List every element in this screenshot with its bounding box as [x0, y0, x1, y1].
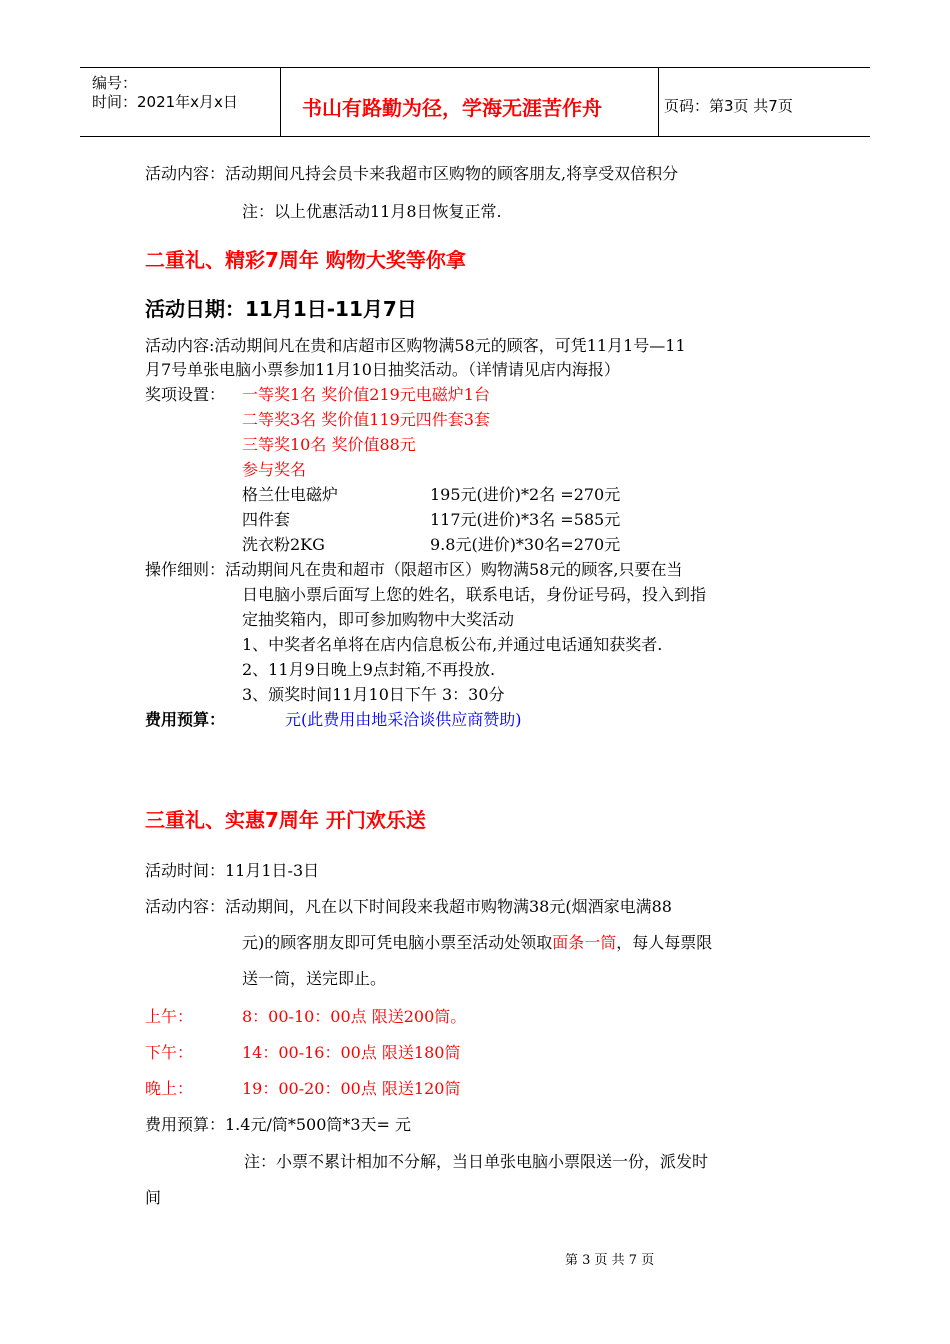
part3-content-line1: 活动内容：活动期间，凡在以下时间段来我超市购物满38元(烟酒家电满88 [145, 897, 672, 916]
header-page: 页码：第3页 共7页 [664, 97, 793, 115]
part2-date: 活动日期：11月1日-11月7日 [145, 297, 417, 321]
prize-third: 三等奖10名 奖价值88元 [242, 435, 416, 454]
page-footer: 第 3 页 共 7 页 [565, 1253, 655, 1268]
prize-label: 奖项设置： [145, 385, 226, 404]
op-line2: 日电脑小票后面写上您的姓名，联系电话，身份证号码，投入到指 [242, 585, 707, 604]
content-text: 元)的顾客朋友即可凭电脑小票至活动处领取 [242, 933, 553, 952]
op-line1: 操作细则：活动期间凡在贵和超市（限超市区）购物满58元的顾客,只要在当 [145, 560, 683, 579]
rule-1: 1、中奖者名单将在店内信息板公布,并通过电话通知获奖者. [242, 635, 663, 654]
part1-content: 活动内容：活动期间凡持会员卡来我超市区购物的顾客朋友,将享受双倍积分 [145, 164, 679, 183]
part3-note-line2: 间 [145, 1188, 162, 1207]
part3-budget: 费用预算：1.4元/筒*500筒*3天= 元 [145, 1115, 412, 1134]
rule-2: 2、11月9日晚上9点封箱,不再投放. [242, 660, 496, 679]
part2-content-line2: 月7号单张电脑小票参加11月10日抽奖活动。（详情请见店内海报） [145, 360, 620, 379]
slot-time: 8：00-10：00点 限送200筒。 [242, 1007, 467, 1026]
part2-content-line1: 活动内容:活动期间凡在贵和店超市区购物满58元的顾客，可凭11月1号—11 [145, 336, 686, 355]
page-header [80, 67, 870, 137]
content-text: ，每人每票限 [616, 933, 713, 952]
part3-time: 活动时间：11月1日-3日 [145, 861, 320, 880]
part3-content-line2 [242, 930, 712, 953]
item-calc: 117元(进价)*3名 =585元 [430, 510, 621, 529]
part3-title: 三重礼、实惠7周年 开门欢乐送 [145, 808, 426, 832]
budget-label: 费用预算： [145, 710, 226, 729]
slot-label: 上午： [145, 1007, 194, 1026]
part2-title: 二重礼、精彩7周年 购物大奖等你拿 [145, 248, 466, 272]
item-name: 洗衣粉2KG [242, 535, 325, 554]
part1-note: 注：以上优惠活动11月8日恢复正常. [242, 202, 502, 221]
item-calc: 9.8元(进价)*30名=270元 [430, 535, 621, 554]
header-date: 时间：2021年x月x日 [92, 93, 238, 111]
op-line3: 定抽奖箱内，即可参加购物中大奖活动 [242, 610, 515, 629]
slot-label: 晚上： [145, 1079, 194, 1098]
header-number: 编号： [92, 74, 138, 92]
prize-first: 一等奖1名 奖价值219元电磁炉1台 [242, 385, 490, 404]
prize-second: 二等奖3名 奖价值119元四件套3套 [242, 410, 490, 429]
slot-label: 下午： [145, 1043, 194, 1062]
slot-time: 14：00-16：00点 限送180筒 [242, 1043, 461, 1062]
item-calc: 195元(进价)*2名 =270元 [430, 485, 621, 504]
slot-time: 19：00-20：00点 限送120筒 [242, 1079, 461, 1098]
item-name: 四件套 [242, 510, 291, 529]
budget-text: 元(此费用由地采洽谈供应商赞助) [285, 710, 522, 729]
header-motto: 书山有路勤为径，学海无涯苦作舟 [302, 96, 602, 120]
rule-3: 3、颁奖时间11月10日下午 3：30分 [242, 685, 505, 704]
part3-note-line1: 注：小票不累计相加不分解，当日单张电脑小票限送一份，派发时 [244, 1152, 709, 1171]
prize-participation: 参与奖名 [242, 460, 307, 479]
part3-content-line3: 送一筒，送完即止。 [242, 969, 387, 988]
item-name: 格兰仕电磁炉 [242, 485, 339, 504]
noodle-highlight: 面条一筒 [552, 933, 617, 952]
header-divider [280, 68, 281, 136]
header-divider [658, 68, 659, 136]
